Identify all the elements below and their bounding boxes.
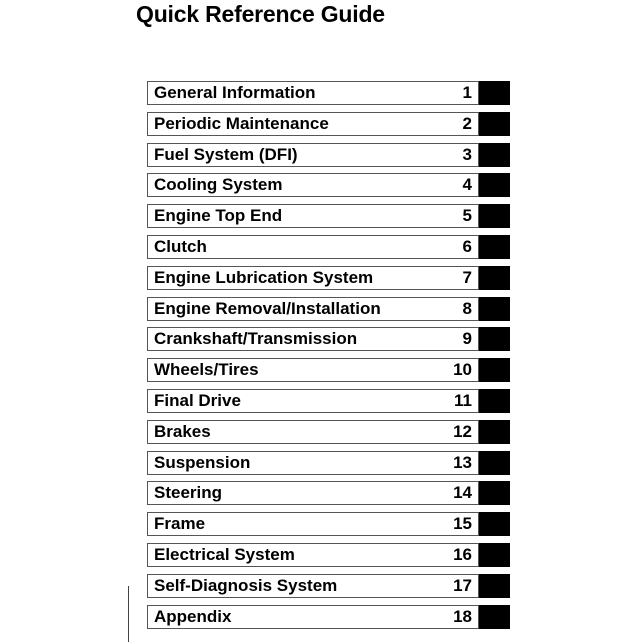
section-number: 4 [462,175,472,195]
section-label: Engine Removal/Installation [154,298,381,318]
margin-line [128,586,129,642]
section-number: 16 [453,544,472,564]
section-box[interactable] [147,451,479,475]
section-label: Engine Top End [154,206,283,226]
thumb-tab[interactable] [479,543,510,567]
section-row[interactable] [147,266,510,290]
section-row[interactable] [147,112,510,136]
section-row[interactable] [147,235,510,259]
section-number: 15 [453,514,472,534]
section-number: 8 [462,298,472,318]
section-number: 2 [462,113,472,133]
section-number: 11 [454,390,472,410]
section-box[interactable] [147,327,479,351]
section-label: Clutch [154,236,207,256]
section-row[interactable] [147,297,510,321]
section-box[interactable] [147,297,479,321]
section-label: Steering [154,483,223,503]
thumb-tab[interactable] [479,204,510,228]
section-row[interactable] [147,81,510,105]
section-label: Crankshaft/Transmission [154,329,358,349]
section-label: Brakes [154,421,211,441]
thumb-tab[interactable] [479,358,510,382]
section-number: 1 [462,83,472,102]
section-box[interactable] [147,81,479,105]
section-box[interactable] [147,266,479,290]
section-number: 10 [453,360,472,380]
section-box[interactable] [147,235,479,259]
section-box[interactable] [147,173,479,197]
section-row[interactable] [147,481,510,505]
section-label: Appendix [154,606,232,626]
thumb-tab[interactable] [479,327,510,351]
section-box[interactable] [147,481,479,505]
section-label: Suspension [154,452,251,472]
section-number: 9 [462,329,472,349]
section-label: Cooling System [154,175,283,195]
section-box[interactable] [147,574,479,598]
thumb-tab[interactable] [479,173,510,197]
section-row[interactable] [147,143,510,167]
section-row[interactable] [147,173,510,197]
section-box[interactable] [147,605,479,629]
section-label: General Information [154,83,316,102]
section-row[interactable] [147,389,510,413]
section-number: 5 [462,206,472,226]
thumb-tab[interactable] [479,451,510,475]
section-row[interactable] [147,512,510,536]
section-box[interactable] [147,543,479,567]
section-row[interactable] [147,358,510,382]
section-row[interactable] [147,451,510,475]
thumb-tab[interactable] [479,266,510,290]
section-box[interactable] [147,143,479,167]
section-row[interactable] [147,605,510,629]
section-number: 3 [462,144,472,164]
section-box[interactable] [147,389,479,413]
thumb-tab[interactable] [479,297,510,321]
section-number: 18 [453,606,472,626]
section-label: Self-Diagnosis System [154,575,338,595]
section-number: 12 [453,421,472,441]
thumb-tab[interactable] [479,481,510,505]
section-number: 17 [453,575,472,595]
section-number: 14 [453,483,472,503]
thumb-tab[interactable] [479,512,510,536]
section-box[interactable] [147,112,479,136]
thumb-tab[interactable] [479,420,510,444]
thumb-tab[interactable] [479,112,510,136]
section-label: Final Drive [154,390,241,410]
section-row[interactable] [147,420,510,444]
section-label: Fuel System (DFI) [154,144,298,164]
section-row[interactable] [147,543,510,567]
section-index [147,81,510,635]
section-row[interactable] [147,204,510,228]
section-row[interactable] [147,574,510,598]
section-number: 13 [453,452,472,472]
thumb-tab[interactable] [479,574,510,598]
thumb-tab[interactable] [479,605,510,629]
section-label: Wheels/Tires [154,360,259,380]
section-row[interactable] [147,327,510,351]
section-box[interactable] [147,204,479,228]
section-label: Frame [154,514,206,534]
thumb-tab[interactable] [479,81,510,105]
section-label: Electrical System [154,544,295,564]
thumb-tab[interactable] [479,389,510,413]
section-box[interactable] [147,512,479,536]
section-label: Periodic Maintenance [154,113,329,133]
section-number: 6 [462,236,472,256]
section-label: Engine Lubrication System [154,267,374,287]
section-box[interactable] [147,358,479,382]
section-number: 7 [462,267,472,287]
section-box[interactable] [147,420,479,444]
thumb-tab[interactable] [479,235,510,259]
thumb-tab[interactable] [479,143,510,167]
page-title: Quick Reference Guide [136,1,385,27]
